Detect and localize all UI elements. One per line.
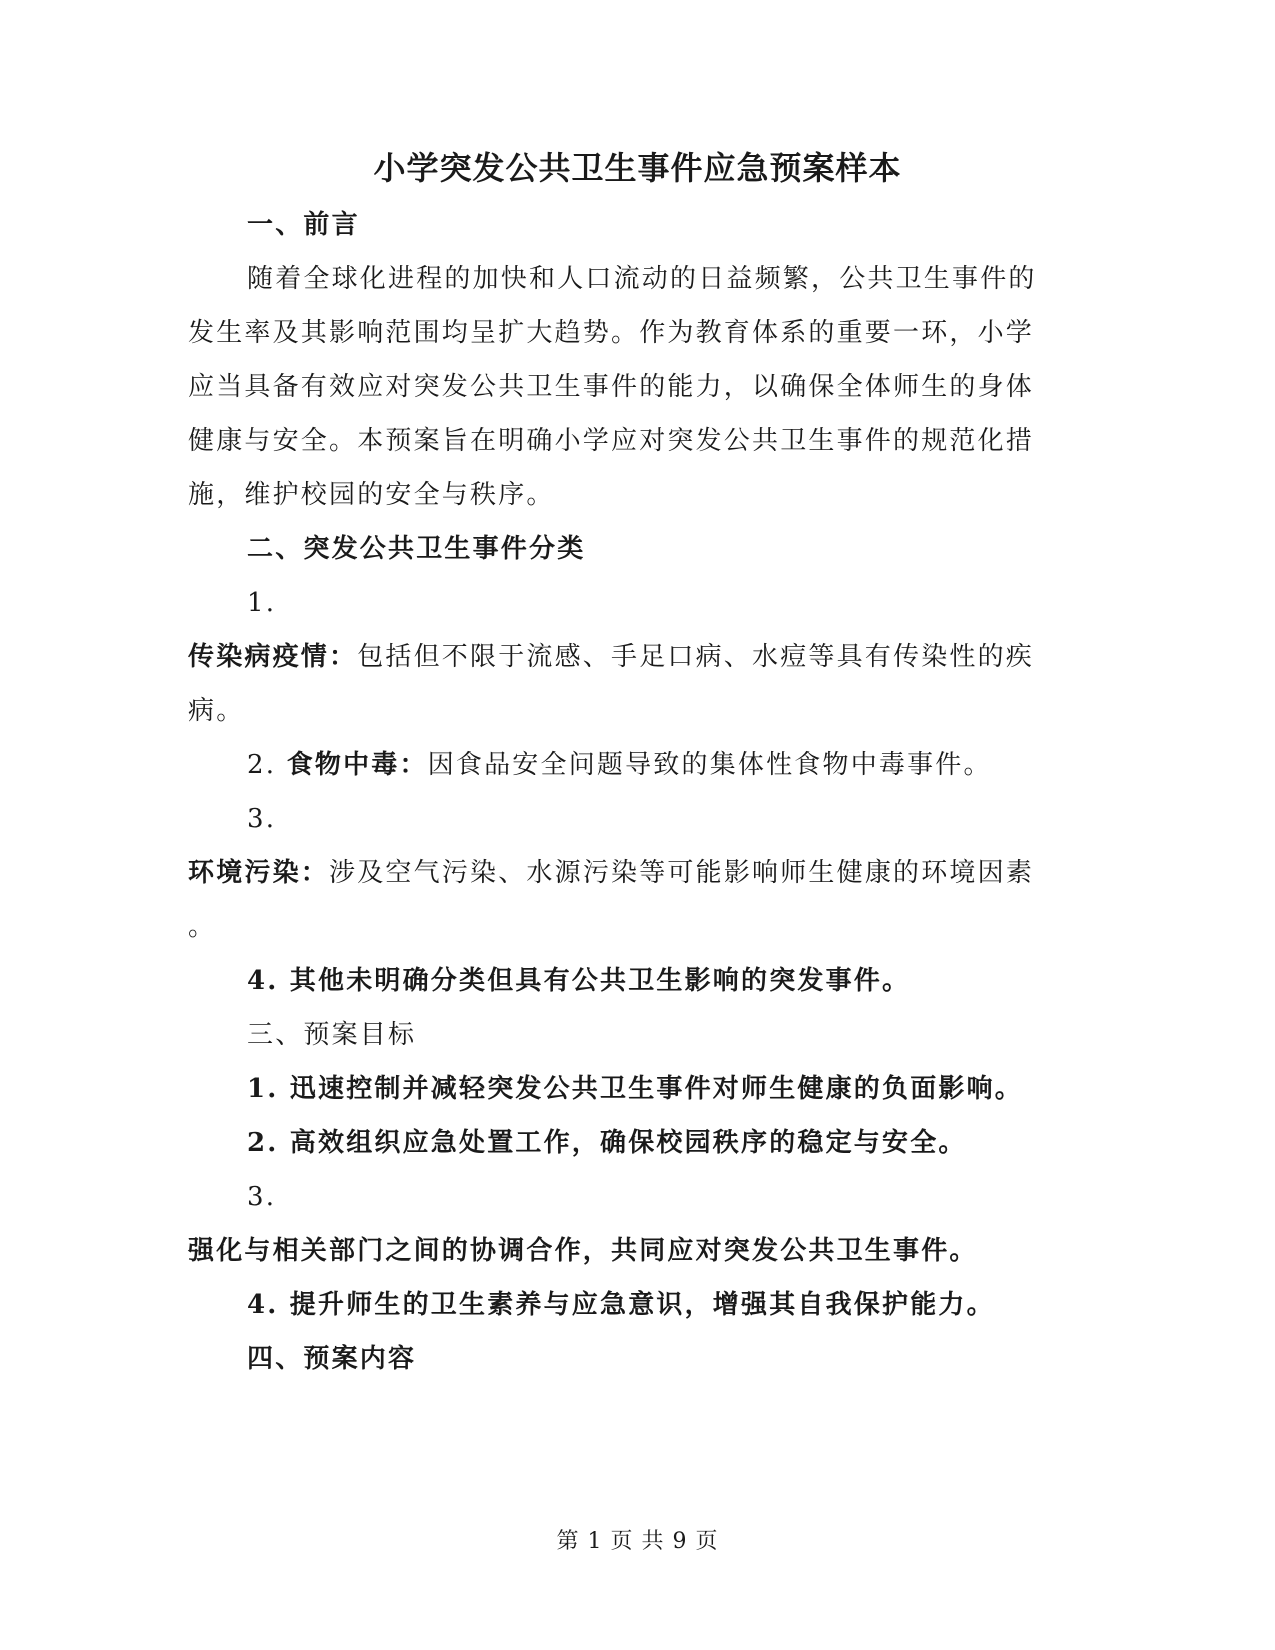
list-item: 4. 其他未明确分类但具有公共卫生影响的突发事件。: [247, 966, 911, 996]
list-item: 2. 高效组织应急处置工作，确保校园秩序的稳定与安全。: [247, 1128, 967, 1158]
list-item-term: 食物中毒：: [286, 750, 428, 780]
paragraph-line: 。: [188, 912, 217, 942]
list-item-text: 涉及空气污染、水源污染等可能影响师生健康的环境因素: [329, 858, 1035, 888]
list-item-term: 传染病疫情：: [188, 642, 358, 672]
list-item-number: 3.: [247, 804, 277, 834]
list-item: [247, 748, 992, 782]
paragraph-line: 发生率及其影响范围均呈扩大趋势。作为教育体系的重要一环，小学: [188, 318, 1035, 348]
paragraph-line: 健康与安全。本预案旨在明确小学应对突发公共卫生事件的规范化措: [188, 426, 1035, 456]
paragraph-line: 随着全球化进程的加快和人口流动的日益频繁，公共卫生事件的: [247, 264, 1037, 294]
list-item: [188, 640, 1034, 674]
list-item-number: 2.: [247, 750, 277, 780]
list-item: 1. 迅速控制并减轻突发公共卫生事件对师生健康的负面影响。: [247, 1074, 1023, 1104]
page-footer: 第 1 页 共 9 页: [556, 1529, 719, 1554]
list-item: 强化与相关部门之间的协调合作，共同应对突发公共卫生事件。: [188, 1236, 978, 1266]
list-item: 4. 提升师生的卫生素养与应急意识，增强其自我保护能力。: [247, 1290, 995, 1320]
section-heading-content: 四、预案内容: [247, 1344, 417, 1374]
section-heading-classification: 二、突发公共卫生事件分类: [247, 534, 586, 564]
list-item-text: 因食品安全问题导致的集体性食物中毒事件。: [427, 750, 992, 780]
list-item-number: 1.: [247, 588, 277, 618]
paragraph-line: 病。: [188, 696, 245, 726]
document-title: 小学突发公共卫生事件应急预案样本: [373, 149, 902, 187]
list-item-term: 环境污染：: [188, 858, 330, 888]
list-item: [188, 856, 1034, 890]
section-heading-objectives: 三、预案目标: [247, 1020, 417, 1050]
paragraph-line: 施，维护校园的安全与秩序。: [188, 480, 555, 510]
list-item-text: 包括但不限于流感、手足口病、水痘等具有传染性的疾: [357, 642, 1035, 672]
list-item-number: 3.: [247, 1182, 277, 1212]
paragraph-line: 应当具备有效应对突发公共卫生事件的能力，以确保全体师生的身体: [188, 372, 1035, 402]
section-heading-preface: 一、前言: [247, 210, 360, 240]
